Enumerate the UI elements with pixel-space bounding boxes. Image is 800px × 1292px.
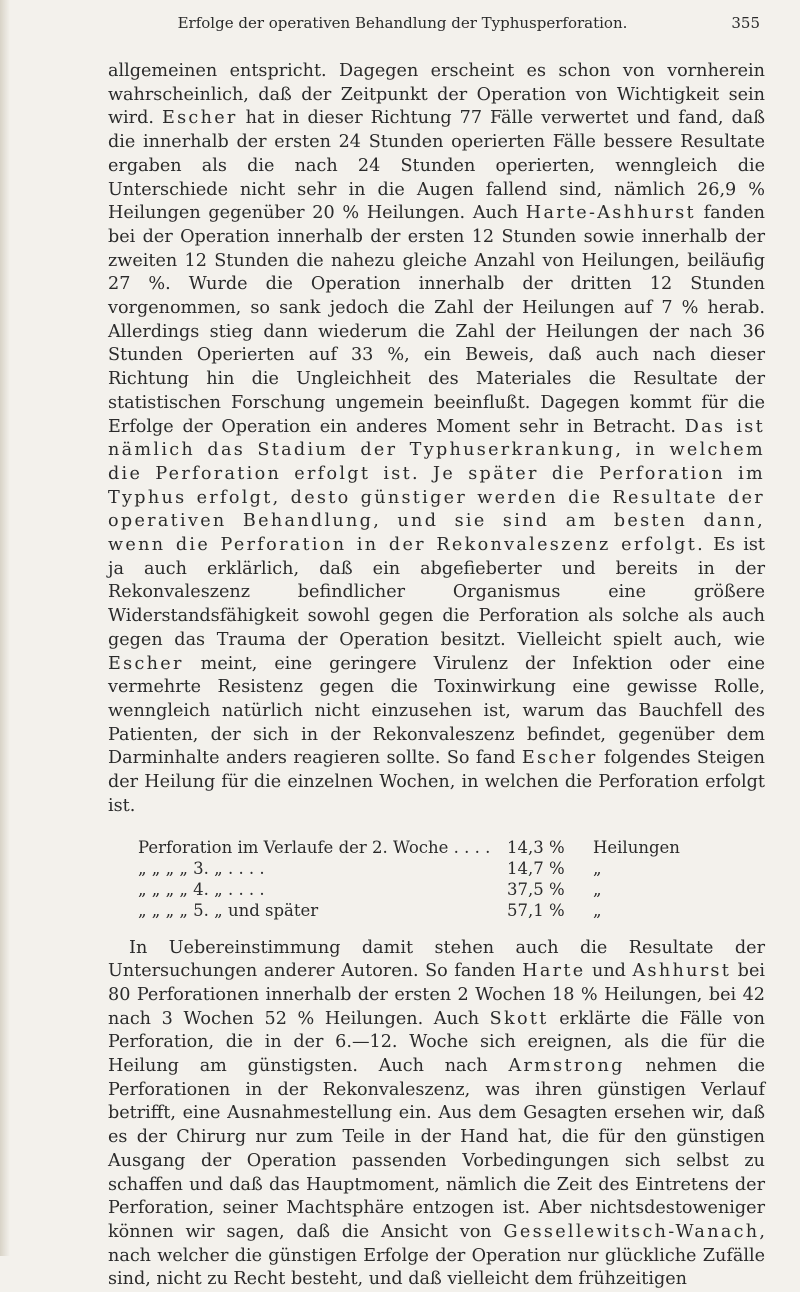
text-run: Es ist ja auch erklärlich, daß ein abgefieberter und bereits in der Rekonvaleszenz befindlicher Organismus eine größere Widerstandsfähigkeit sowohl gegen die Perforation als solche als auch gegen das Trauma der Operation besitzt. Vielleicht spielt auch, wie bbox=[108, 535, 765, 650]
text-run: nehmen die Perforationen in der Rekonvaleszenz, was ihren günstigen Verlauf betrifft, eine Ausnahmestellung ein. Aus dem Gesagten ersehen wir, daß es der Chirurg nur zum Teile in der Hand hat, die für den günstigen Ausgang der Operation passenden Vorbedingungen sich selbst zu schaffen und daß das Hauptmoment, nämlich die Zeit des Eintretens der Perforation, seiner Machtsphäre entzogen ist. Aber nichtsdestoweniger können wir sagen, daß die Ansicht von bbox=[108, 1056, 765, 1242]
body-text bbox=[108, 60, 765, 1292]
author-name: Harte bbox=[522, 961, 585, 981]
row-label: „ „ „ „ 5. „ und später bbox=[138, 900, 507, 921]
text-run: allgemeinen entspricht. Dagegen erscheint es schon von vornherein wahrscheinlich, daß der Zeitpunkt der Operation von Wichtigkeit sein wird. bbox=[108, 61, 765, 128]
emphasized-statement: Das ist nämlich das Stadium der Typhuserkrankung, in welchem die Perforation erfolgt ist. Je später die Perforation im Typhus erfolgt, desto günstiger werden die Resultate der operativen Behandlung, und sie sind am besten dann, wenn die Perforation in der Rekonvaleszenz erfolgt. bbox=[108, 417, 765, 556]
text-run: fanden bei der Operation innerhalb der ersten 12 Stunden sowie innerhalb der zweiten 12 Stunden die nahezu gleiche Anzahl von Heilungen, beiläufig 27 %. Wurde die Operation innerhalb der dritten 12 Stunden vorgenommen, so sank jedoch die Zahl der Heilungen auf 7 % herab. Allerdings stieg dann wiederum die Zahl der Heilungen der nach 36 Stunden Operierten auf 33 %, ein Beweis, daß auch nach dieser Richtung hin die Ungleichheit des Materiales die Resultate der statistischen Forschung ungemein beeinflußt. Dagegen kommt für die Erfolge der Operation ein anderes Moment sehr in Betracht. bbox=[108, 203, 765, 436]
author-name: Armstrong bbox=[508, 1056, 624, 1076]
row-percent: 57,1 % bbox=[507, 900, 593, 921]
table-row bbox=[138, 900, 684, 921]
perforation-week-table bbox=[138, 837, 684, 921]
row-percent: 14,7 % bbox=[507, 858, 593, 879]
author-name: Escher bbox=[108, 654, 184, 674]
text-run: bei 80 Perforationen innerhalb der ersten 2 Wochen 18 % Heilungen, bei 42 nach 3 Wochen 52 % Heilungen. Auch bbox=[108, 961, 765, 1028]
paragraph-2 bbox=[108, 937, 765, 1292]
author-name: Escher bbox=[522, 748, 598, 768]
paragraph-1 bbox=[108, 60, 765, 819]
table-row bbox=[138, 879, 684, 900]
text-run: meint, eine geringere Virulenz der Infektion oder eine vermehrte Resistenz gegen die Toxinwirkung eine gewisse Rolle, wenngleich natürlich nicht einzusehen ist, warum das Bauchfell des Patienten, der sich in der Rekonvaleszenz befindet, gegenüber dem Darminhalte anders reagieren sollte. So fand bbox=[108, 654, 765, 769]
row-unit: „ bbox=[593, 900, 684, 921]
row-unit: Heilungen bbox=[593, 837, 684, 858]
page-number: 355 bbox=[731, 14, 760, 32]
author-name: Harte-Ashhurst bbox=[526, 203, 696, 223]
page-edge-shadow bbox=[0, 0, 10, 1256]
text-run: hat in dieser Richtung 77 Fälle verwertet und fand, daß die innerhalb der ersten 24 Stunden operierten Fälle bessere Resultate ergaben als die nach 24 Stunden operierten, wenngleich die Unterschiede nicht sehr in die Augen fallend sind, nämlich 26,9 % Heilungen gegenüber 20 % Heilungen. Auch bbox=[108, 108, 765, 223]
author-name: Escher bbox=[162, 108, 238, 128]
text-run: erklärte die Fälle von Perforation, die in der 6.—12. Woche sich ereignen, als die für die Heilung am günstigsten. Auch nach bbox=[108, 1009, 765, 1076]
row-percent: 14,3 % bbox=[507, 837, 593, 858]
row-unit: „ bbox=[593, 858, 684, 879]
row-label: „ „ „ „ 3. „ . . . . bbox=[138, 858, 507, 879]
row-label: „ „ „ „ 4. „ . . . . bbox=[138, 879, 507, 900]
running-title: Erfolge der operativen Behandlung der Typhusperforation. bbox=[95, 14, 710, 32]
author-name: Ashhurst bbox=[632, 961, 731, 981]
text-run: In Uebereinstimmung damit stehen auch die Resultate der Untersuchungen anderer Autoren. So fanden bbox=[108, 938, 765, 982]
text-run: und bbox=[585, 961, 632, 981]
table-row bbox=[138, 837, 684, 858]
table-row bbox=[138, 858, 684, 879]
author-name: Gessellewitsch-Wanach bbox=[504, 1222, 760, 1242]
row-label: Perforation im Verlaufe der 2. Woche . . . . bbox=[138, 837, 507, 858]
text-run: folgendes Steigen der Heilung für die einzelnen Wochen, in welchen die Perforation erfolgt ist. bbox=[108, 748, 765, 815]
author-name: Skott bbox=[490, 1009, 549, 1029]
running-header bbox=[95, 14, 760, 38]
text-run: , nach welcher die günstigen Erfolge der Operation nur glückliche Zufälle sind, nicht zu Recht besteht, und daß vielleicht dem frühzeitigen bbox=[108, 1222, 765, 1289]
row-percent: 37,5 % bbox=[507, 879, 593, 900]
row-unit: „ bbox=[593, 879, 684, 900]
